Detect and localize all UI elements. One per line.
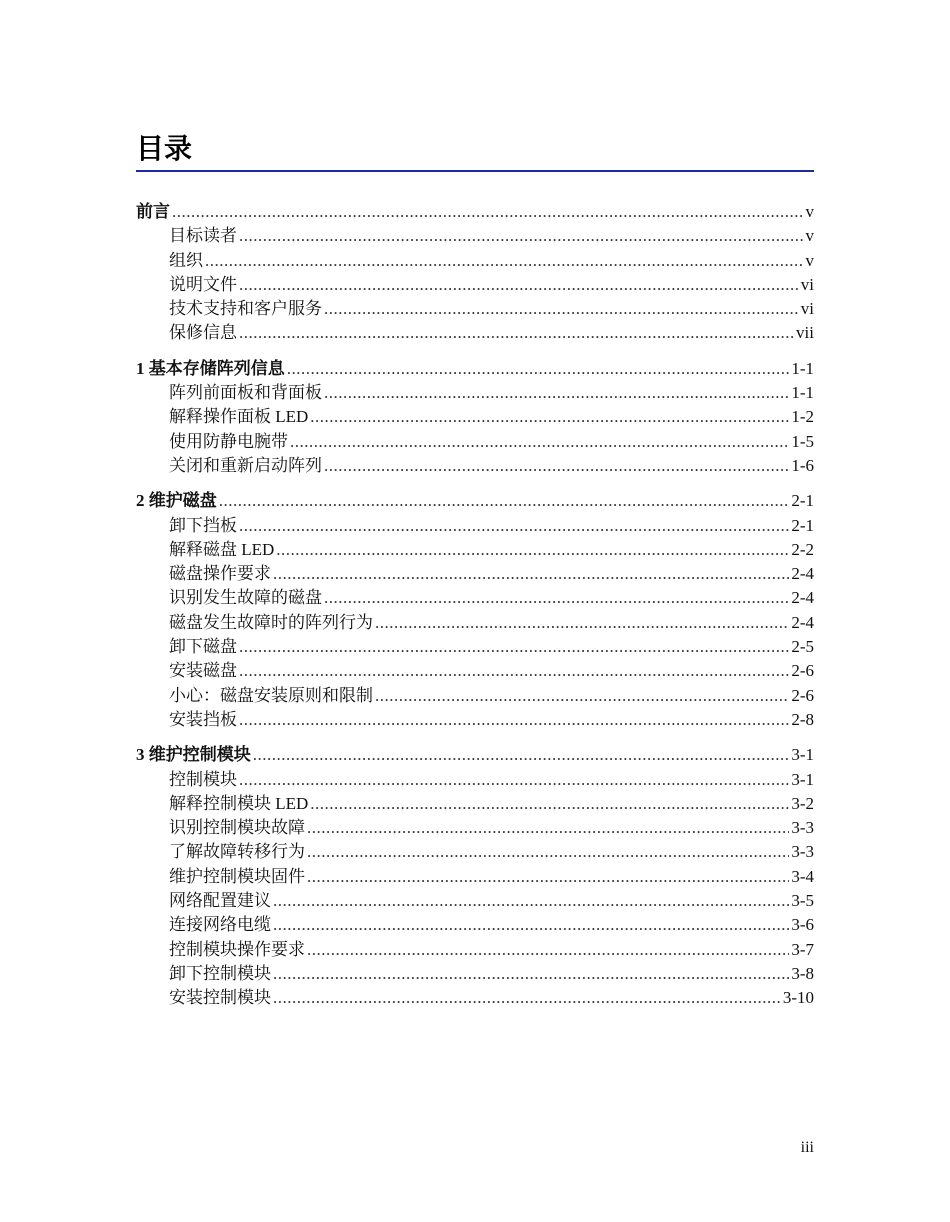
dot-leader (273, 562, 789, 586)
toc-page-ref: vi (800, 274, 814, 294)
toc-chapter-entry[interactable] (136, 489, 814, 513)
toc-page-ref: 2-1 (791, 491, 814, 511)
dot-leader (310, 405, 789, 429)
toc-page-ref: 2-1 (791, 515, 814, 535)
toc-section-entry[interactable] (136, 514, 814, 538)
table-of-contents (136, 200, 814, 1011)
dot-leader (253, 743, 790, 767)
dot-leader (310, 792, 789, 816)
toc-page-ref: v (805, 202, 814, 221)
toc-page-ref: 2-4 (791, 564, 814, 584)
toc-section-title: 磁盘发生故障时的阵列行为 (169, 612, 373, 632)
toc-section-entry[interactable] (136, 708, 814, 732)
dot-leader (219, 489, 790, 513)
toc-heading-block (136, 130, 814, 172)
toc-section-entry[interactable] (136, 635, 814, 659)
toc-page-ref: vii (796, 323, 814, 343)
toc-chapter-title: 前言 (136, 202, 170, 221)
toc-section-entry[interactable] (136, 611, 814, 635)
toc-section-title: 组织 (169, 250, 203, 270)
toc-page-ref: 2-8 (791, 709, 814, 729)
toc-section-entry[interactable] (136, 273, 814, 297)
toc-section-title: 维护控制模块固件 (169, 866, 305, 886)
toc-section-title: 目标读者 (169, 226, 237, 246)
toc-section-entry[interactable] (136, 430, 814, 454)
toc-section-title: 安装控制模块 (169, 988, 271, 1008)
dot-leader (239, 224, 804, 248)
toc-section-entry[interactable] (136, 938, 814, 962)
dot-leader (273, 986, 781, 1010)
toc-section-title: 保修信息 (169, 323, 237, 343)
toc-section-entry[interactable] (136, 986, 814, 1010)
toc-section-entry[interactable] (136, 249, 814, 273)
toc-section-title: 识别控制模块故障 (169, 818, 305, 838)
toc-page-ref: 3-10 (782, 988, 814, 1008)
toc-section-entry[interactable] (136, 889, 814, 913)
page-number: iii (800, 1139, 814, 1156)
toc-page-ref: v (805, 250, 814, 270)
toc-section-entry[interactable] (136, 562, 814, 586)
toc-chapter-entry[interactable] (136, 743, 814, 767)
toc-section-title: 了解故障转移行为 (169, 842, 305, 862)
toc-page-ref: 3-6 (791, 915, 814, 935)
toc-section-title: 阵列前面板和背面板 (169, 383, 322, 403)
dot-leader (276, 538, 789, 562)
toc-page-ref: 1-2 (791, 407, 814, 427)
dot-leader (324, 297, 799, 321)
dot-leader (239, 659, 789, 683)
toc-section-title: 解释操作面板 LED (169, 407, 309, 427)
toc-chapter-entry[interactable] (136, 357, 814, 381)
toc-section-title: 解释控制模块 LED (169, 793, 309, 813)
toc-page-ref: v (805, 226, 814, 246)
toc-section-entry[interactable] (136, 865, 814, 889)
dot-leader (172, 200, 804, 224)
dot-leader (324, 586, 789, 610)
toc-section-title: 卸下挡板 (169, 515, 237, 535)
toc-section-title: 控制模块 (169, 769, 237, 789)
toc-section-entry[interactable] (136, 792, 814, 816)
dot-leader (273, 962, 789, 986)
dot-leader (307, 865, 789, 889)
toc-page-ref: 1-6 (791, 455, 814, 475)
dot-leader (239, 708, 789, 732)
toc-chapter-title: 3 维护控制模块 (136, 745, 251, 765)
dot-leader (324, 454, 789, 478)
toc-section-entry[interactable] (136, 962, 814, 986)
dot-leader (239, 273, 799, 297)
dot-leader (324, 381, 789, 405)
toc-section-title: 识别发生故障的磁盘 (169, 588, 322, 608)
toc-section-entry[interactable] (136, 659, 814, 683)
page-title: 目录 (136, 132, 193, 165)
dot-leader (307, 840, 789, 864)
dot-leader (273, 889, 789, 913)
toc-page-ref: 3-4 (791, 866, 814, 886)
toc-section-title: 磁盘操作要求 (169, 564, 271, 584)
dot-leader (239, 768, 789, 792)
toc-section-entry[interactable] (136, 321, 814, 345)
dot-leader (239, 514, 789, 538)
toc-page-ref: 3-2 (791, 793, 814, 813)
dot-leader (375, 684, 789, 708)
toc-chapter-title: 2 维护磁盘 (136, 491, 217, 511)
toc-section-entry[interactable] (136, 454, 814, 478)
toc-section-entry[interactable] (136, 768, 814, 792)
toc-section-title: 说明文件 (169, 274, 237, 294)
toc-page-ref: 3-8 (791, 963, 814, 983)
toc-section-entry[interactable] (136, 840, 814, 864)
toc-page-ref: 3-7 (791, 939, 814, 959)
toc-section-entry[interactable] (136, 224, 814, 248)
dot-leader (290, 430, 789, 454)
dot-leader (205, 249, 804, 273)
toc-page-ref: vi (800, 299, 814, 319)
toc-section-title: 关闭和重新启动阵列 (169, 455, 322, 475)
dot-leader (287, 357, 790, 381)
dot-leader (307, 816, 789, 840)
toc-page-ref: 3-5 (791, 891, 814, 911)
toc-page-ref: 2-4 (791, 588, 814, 608)
toc-section-entry[interactable] (136, 381, 814, 405)
toc-section-title: 小心：磁盘安装原则和限制 (169, 685, 373, 705)
toc-page-ref: 3-3 (791, 818, 814, 838)
toc-section-title: 连接网络电缆 (169, 915, 271, 935)
toc-section-entry[interactable] (136, 816, 814, 840)
toc-page-ref: 3-1 (791, 745, 814, 765)
toc-page-ref: 2-6 (791, 661, 814, 681)
toc-chapter-title: 1 基本存储阵列信息 (136, 358, 285, 378)
toc-chapter-entry[interactable] (136, 200, 814, 224)
toc-section-title: 安装挡板 (169, 709, 237, 729)
dot-leader (307, 938, 789, 962)
toc-page-ref: 2-5 (791, 637, 814, 657)
dot-leader (239, 635, 789, 659)
toc-page-ref: 2-2 (791, 539, 814, 559)
dot-leader (273, 913, 789, 937)
toc-page-ref: 2-4 (791, 612, 814, 632)
dot-leader (375, 611, 789, 635)
toc-section-entry[interactable] (136, 684, 814, 708)
dot-leader (239, 321, 794, 345)
toc-section-entry[interactable] (136, 538, 814, 562)
toc-section-entry[interactable] (136, 586, 814, 610)
toc-section-title: 解释磁盘 LED (169, 539, 275, 559)
toc-section-title: 卸下控制模块 (169, 963, 271, 983)
toc-section-title: 使用防静电腕带 (169, 431, 288, 451)
toc-page-ref: 1-1 (791, 383, 814, 403)
toc-page-ref: 2-6 (791, 685, 814, 705)
toc-page-ref: 3-3 (791, 842, 814, 862)
toc-section-title: 控制模块操作要求 (169, 939, 305, 959)
toc-page-ref: 1-5 (791, 431, 814, 451)
toc-section-entry[interactable] (136, 913, 814, 937)
toc-section-entry[interactable] (136, 297, 814, 321)
toc-page-ref: 1-1 (791, 358, 814, 378)
toc-section-title: 卸下磁盘 (169, 637, 237, 657)
toc-section-entry[interactable] (136, 405, 814, 429)
toc-section-title: 安装磁盘 (169, 661, 237, 681)
toc-page-ref: 3-1 (791, 769, 814, 789)
toc-section-title: 技术支持和客户服务 (169, 299, 322, 319)
toc-section-title: 网络配置建议 (169, 891, 271, 911)
